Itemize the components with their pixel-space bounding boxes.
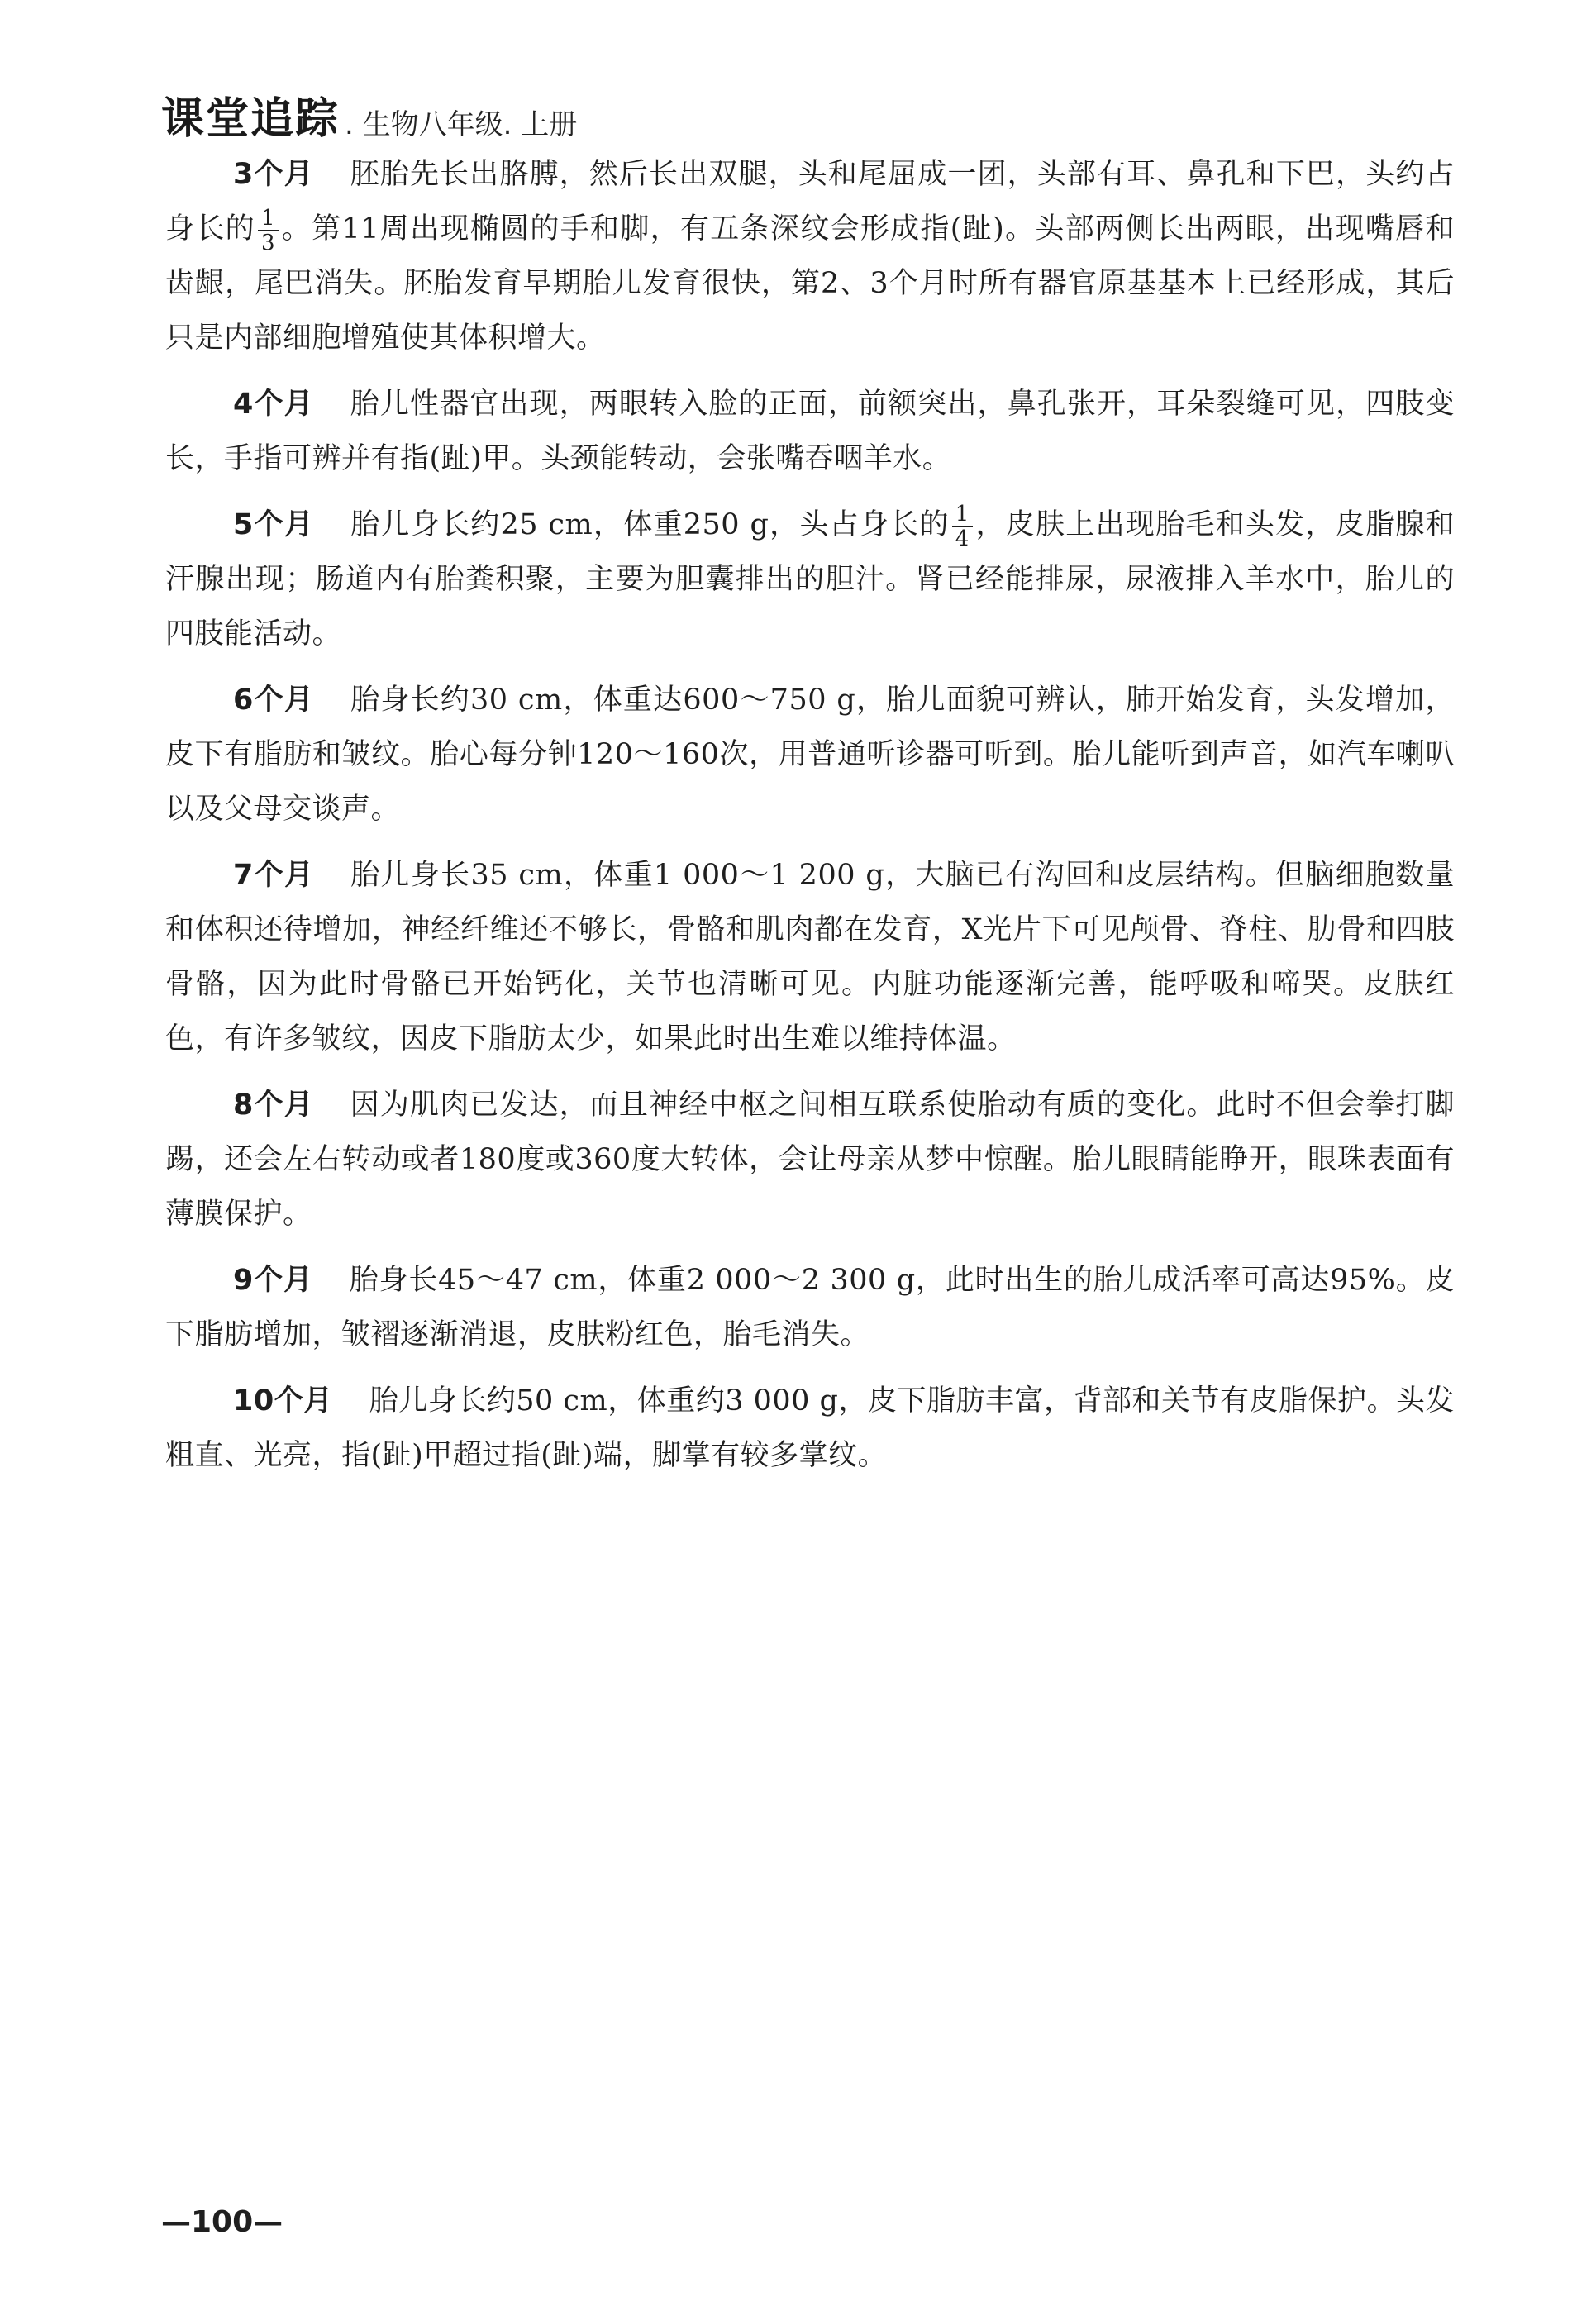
month-label: 10个月 <box>233 1384 333 1417</box>
paragraph-month-7 <box>165 848 1455 1066</box>
fraction-numerator: 1 <box>258 207 279 231</box>
paragraph-text: 。第11周出现椭圆的手和脚，有五条深纹会形成指(趾)。头部两侧长出两眼，出现嘴唇和齿龈，尾巴消失。胚胎发育早期胎儿发育很快，第2、3个月时所有器官原基基本上已经形成，其后只是内部细胞增殖使其体积增大。 <box>165 212 1455 355</box>
paragraph-month-5 <box>165 498 1455 661</box>
month-label: 6个月 <box>233 684 315 717</box>
paragraph-text: 胎身长45～47 cm，体重2 000～2 300 g，此时出生的胎儿成活率可高达95%。皮下脂肪增加，皱褶逐渐消退，皮肤粉红色，胎毛消失。 <box>165 1264 1455 1351</box>
month-label: 3个月 <box>233 158 314 191</box>
fraction <box>952 503 973 550</box>
month-label: 9个月 <box>233 1264 313 1297</box>
page-header <box>161 83 578 144</box>
page-number: —100— <box>161 2205 283 2239</box>
fraction <box>258 207 279 255</box>
fraction-numerator: 1 <box>952 503 973 527</box>
paragraph-month-10 <box>165 1374 1455 1483</box>
paragraph-text: 胎儿性器官出现，两眼转入脸的正面，前额突出，鼻孔张开，耳朵裂缝可见，四肢变长，手指可辨并有指(趾)甲。头颈能转动，会张嘴吞咽羊水。 <box>165 388 1455 475</box>
paragraph-text: 胎儿身长约25 cm，体重250 g，头占身长的 <box>350 508 950 541</box>
fraction-denominator: 4 <box>955 526 970 551</box>
fraction-denominator: 3 <box>260 230 275 255</box>
paragraph-text: ，皮肤上出现胎毛和头发，皮脂腺和汗腺出现；肠道内有胎粪积聚，主要为胆囊排出的胆汁。肾已经能排尿，尿液排入羊水中，胎儿的四肢能活动。 <box>165 508 1455 650</box>
paragraph-month-4 <box>165 377 1455 486</box>
series-logo: 课堂追踪 <box>161 94 341 144</box>
main-content <box>165 147 1455 1483</box>
paragraph-text: 胎儿身长约50 cm，体重约3 000 g，皮下脂肪丰富，背部和关节有皮脂保护。头发粗直、光亮，指(趾)甲超过指(趾)端，脚掌有较多掌纹。 <box>165 1384 1455 1472</box>
paragraph-month-6 <box>165 673 1455 836</box>
paragraph-text: 胚胎先长出胳膊，然后长出双腿，头和尾屈成一团，头部有耳、鼻孔和下巴，头约占身长的 <box>165 158 1455 245</box>
month-label: 8个月 <box>233 1089 314 1122</box>
month-label: 7个月 <box>233 859 315 892</box>
paragraph-month-8 <box>165 1078 1455 1241</box>
month-label: 4个月 <box>233 388 314 421</box>
paragraph-text: 胎身长约30 cm，体重达600～750 g，胎儿面貌可辨认，肺开始发育，头发增加，皮下有脂肪和皱纹。胎心每分钟120～160次，用普通听诊器可听到。胎儿能听到声音，如汽车喇叭以及父母交谈声。 <box>165 684 1455 826</box>
paragraph-month-3 <box>165 147 1455 365</box>
paragraph-month-9 <box>165 1253 1455 1362</box>
paragraph-text: 因为肌肉已发达，而且神经中枢之间相互联系使胎动有质的变化。此时不但会拳打脚踢，还会左右转动或者180度或360度大转体，会让母亲从梦中惊醒。胎儿眼睛能睁开，眼珠表面有薄膜保护。 <box>165 1089 1455 1231</box>
paragraph-text: 胎儿身长35 cm，体重1 000～1 200 g，大脑已有沟回和皮层结构。但脑细胞数量和体积还待增加，神经纤维还不够长，骨骼和肌肉都在发育，X光片下可见颅骨、脊柱、肋骨和四肢骨骼，因为此时骨骼已开始钙化，关节也清晰可见。内脏功能逐渐完善，能呼吸和啼哭。皮肤红色，有许多皱纹，因皮下脂肪太少，如果此时出生难以维持体温。 <box>165 859 1455 1055</box>
book-subtitle: . 生物八年级. 上册 <box>345 108 578 141</box>
month-label: 5个月 <box>233 508 315 541</box>
